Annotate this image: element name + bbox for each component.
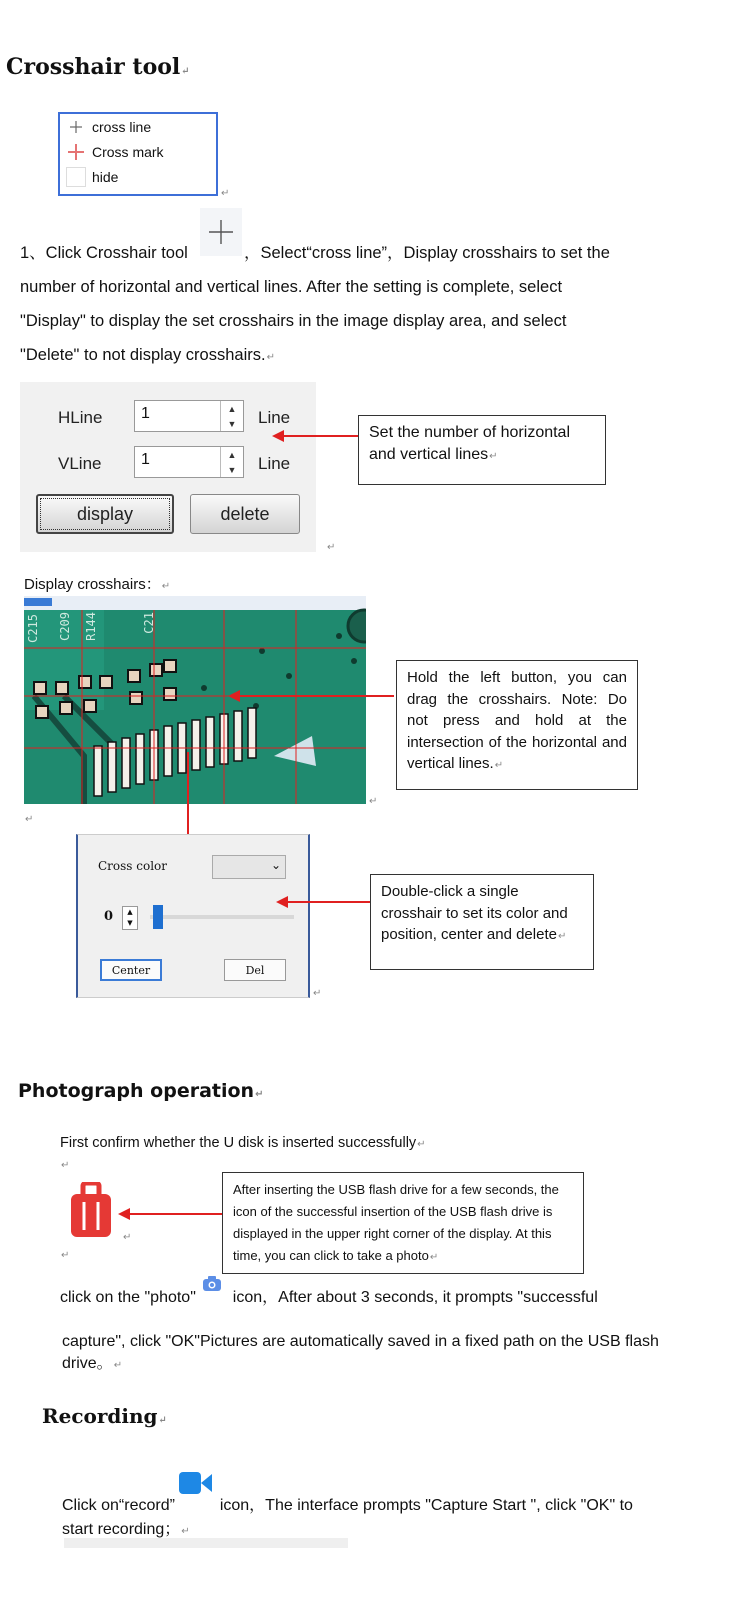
record-instruction: Click on“record” icon，The interface prompts "Capture Start ", click "OK" to start recording； ↵ bbox=[62, 1484, 682, 1544]
cross-color-select[interactable] bbox=[212, 855, 286, 879]
cross-color-label: Cross color bbox=[98, 859, 168, 873]
menu-item-hide[interactable]: hide bbox=[60, 164, 216, 189]
slider-stepper[interactable]: ▲ ▼ bbox=[122, 906, 138, 930]
vline-label: VLine bbox=[58, 454, 102, 473]
pcb-label: C215 bbox=[26, 614, 40, 643]
cross-color-dialog bbox=[76, 834, 310, 998]
pcb-label: C209 bbox=[58, 612, 72, 641]
usb-confirm-text: First confirm whether the U disk is inserted successfully ↵ bbox=[60, 1135, 426, 1151]
blank-icon bbox=[66, 167, 86, 187]
display-caption: Display crosshairs： ↵ bbox=[24, 573, 170, 594]
hline-input[interactable]: 1 ▲ ▼ bbox=[134, 400, 244, 432]
menu-item-cross-line[interactable]: cross line bbox=[60, 114, 216, 139]
pcb-label: C21 bbox=[142, 612, 156, 634]
usb-callout: After inserting the USB flash drive for a few seconds, the icon of the successful insertion of the USB flash drive is displayed in the upper right corner of the display. At this time, you can click to take a photo ↵ bbox=[222, 1172, 584, 1274]
photo-instruction: click on the "photo" icon，After about 3 seconds, it prompts "successful bbox=[60, 1284, 660, 1307]
display-button[interactable]: display bbox=[36, 494, 174, 534]
photo-heading: Photograph operation ↵ bbox=[18, 1080, 263, 1102]
hline-label: HLine bbox=[58, 408, 103, 427]
video-camera-icon[interactable] bbox=[179, 1470, 215, 1490]
pcb-image[interactable] bbox=[24, 596, 366, 804]
slider-value: 0 bbox=[104, 909, 114, 924]
spin-up-icon[interactable]: ▲ bbox=[227, 403, 237, 414]
camera-icon[interactable] bbox=[202, 1276, 226, 1292]
line-settings-panel bbox=[20, 382, 316, 552]
pcb-label: R144 bbox=[84, 612, 98, 641]
vline-input[interactable]: 1 ▲ ▼ bbox=[134, 446, 244, 478]
crosshair-menu bbox=[58, 112, 218, 196]
drag-crosshair-callout: Hold the left button, you can drag the crosshairs. Note: Do not press and hold at the intersection of the horizontal and vertical lines. ↵ bbox=[396, 660, 638, 790]
capture-text: capture", click "OK"Pictures are automatically saved in a fixed path on the USB flash drive。 ↵ bbox=[62, 1331, 662, 1377]
line-settings-callout: Set the number of horizontal and vertical lines ↵ bbox=[358, 415, 606, 485]
menu-item-cross-mark[interactable]: Cross mark bbox=[60, 139, 216, 164]
usb-drive-icon bbox=[70, 1182, 112, 1243]
crosshair-paragraph: 1、Click Crosshair tool ，Select“cross line”，Display crosshairs to set the number of horizontal and vertical lines. After the setting is complete, select "Display" to display the set crosshairs in the image display area, and select "Delete" to not display crosshairs. ↵ bbox=[20, 236, 720, 375]
delete-button[interactable]: delete bbox=[190, 494, 300, 534]
vline-unit: Line bbox=[258, 454, 291, 473]
color-dialog-callout: Double-click a single crosshair to set its color and position, center and delete ↵ bbox=[370, 874, 594, 970]
slider-thumb[interactable] bbox=[153, 905, 163, 929]
chevron-down-icon: ⌄ bbox=[270, 858, 281, 872]
next-image-edge bbox=[64, 1538, 348, 1548]
recording-heading: Recording ↵ bbox=[42, 1404, 167, 1428]
spin-down-icon[interactable]: ▼ bbox=[227, 418, 237, 429]
plus-icon bbox=[66, 117, 86, 137]
del-button[interactable]: Del bbox=[224, 959, 286, 981]
hline-unit: Line bbox=[258, 408, 291, 427]
crosshair-heading: Crosshair tool ↵ bbox=[6, 54, 190, 80]
spin-up-icon[interactable]: ▲ bbox=[227, 449, 237, 460]
crosshair-tool-icon bbox=[200, 208, 242, 256]
cross-mark-icon bbox=[66, 142, 86, 162]
position-slider[interactable] bbox=[150, 915, 294, 919]
spin-down-icon[interactable]: ▼ bbox=[227, 464, 237, 475]
center-button[interactable]: Center bbox=[100, 959, 162, 981]
